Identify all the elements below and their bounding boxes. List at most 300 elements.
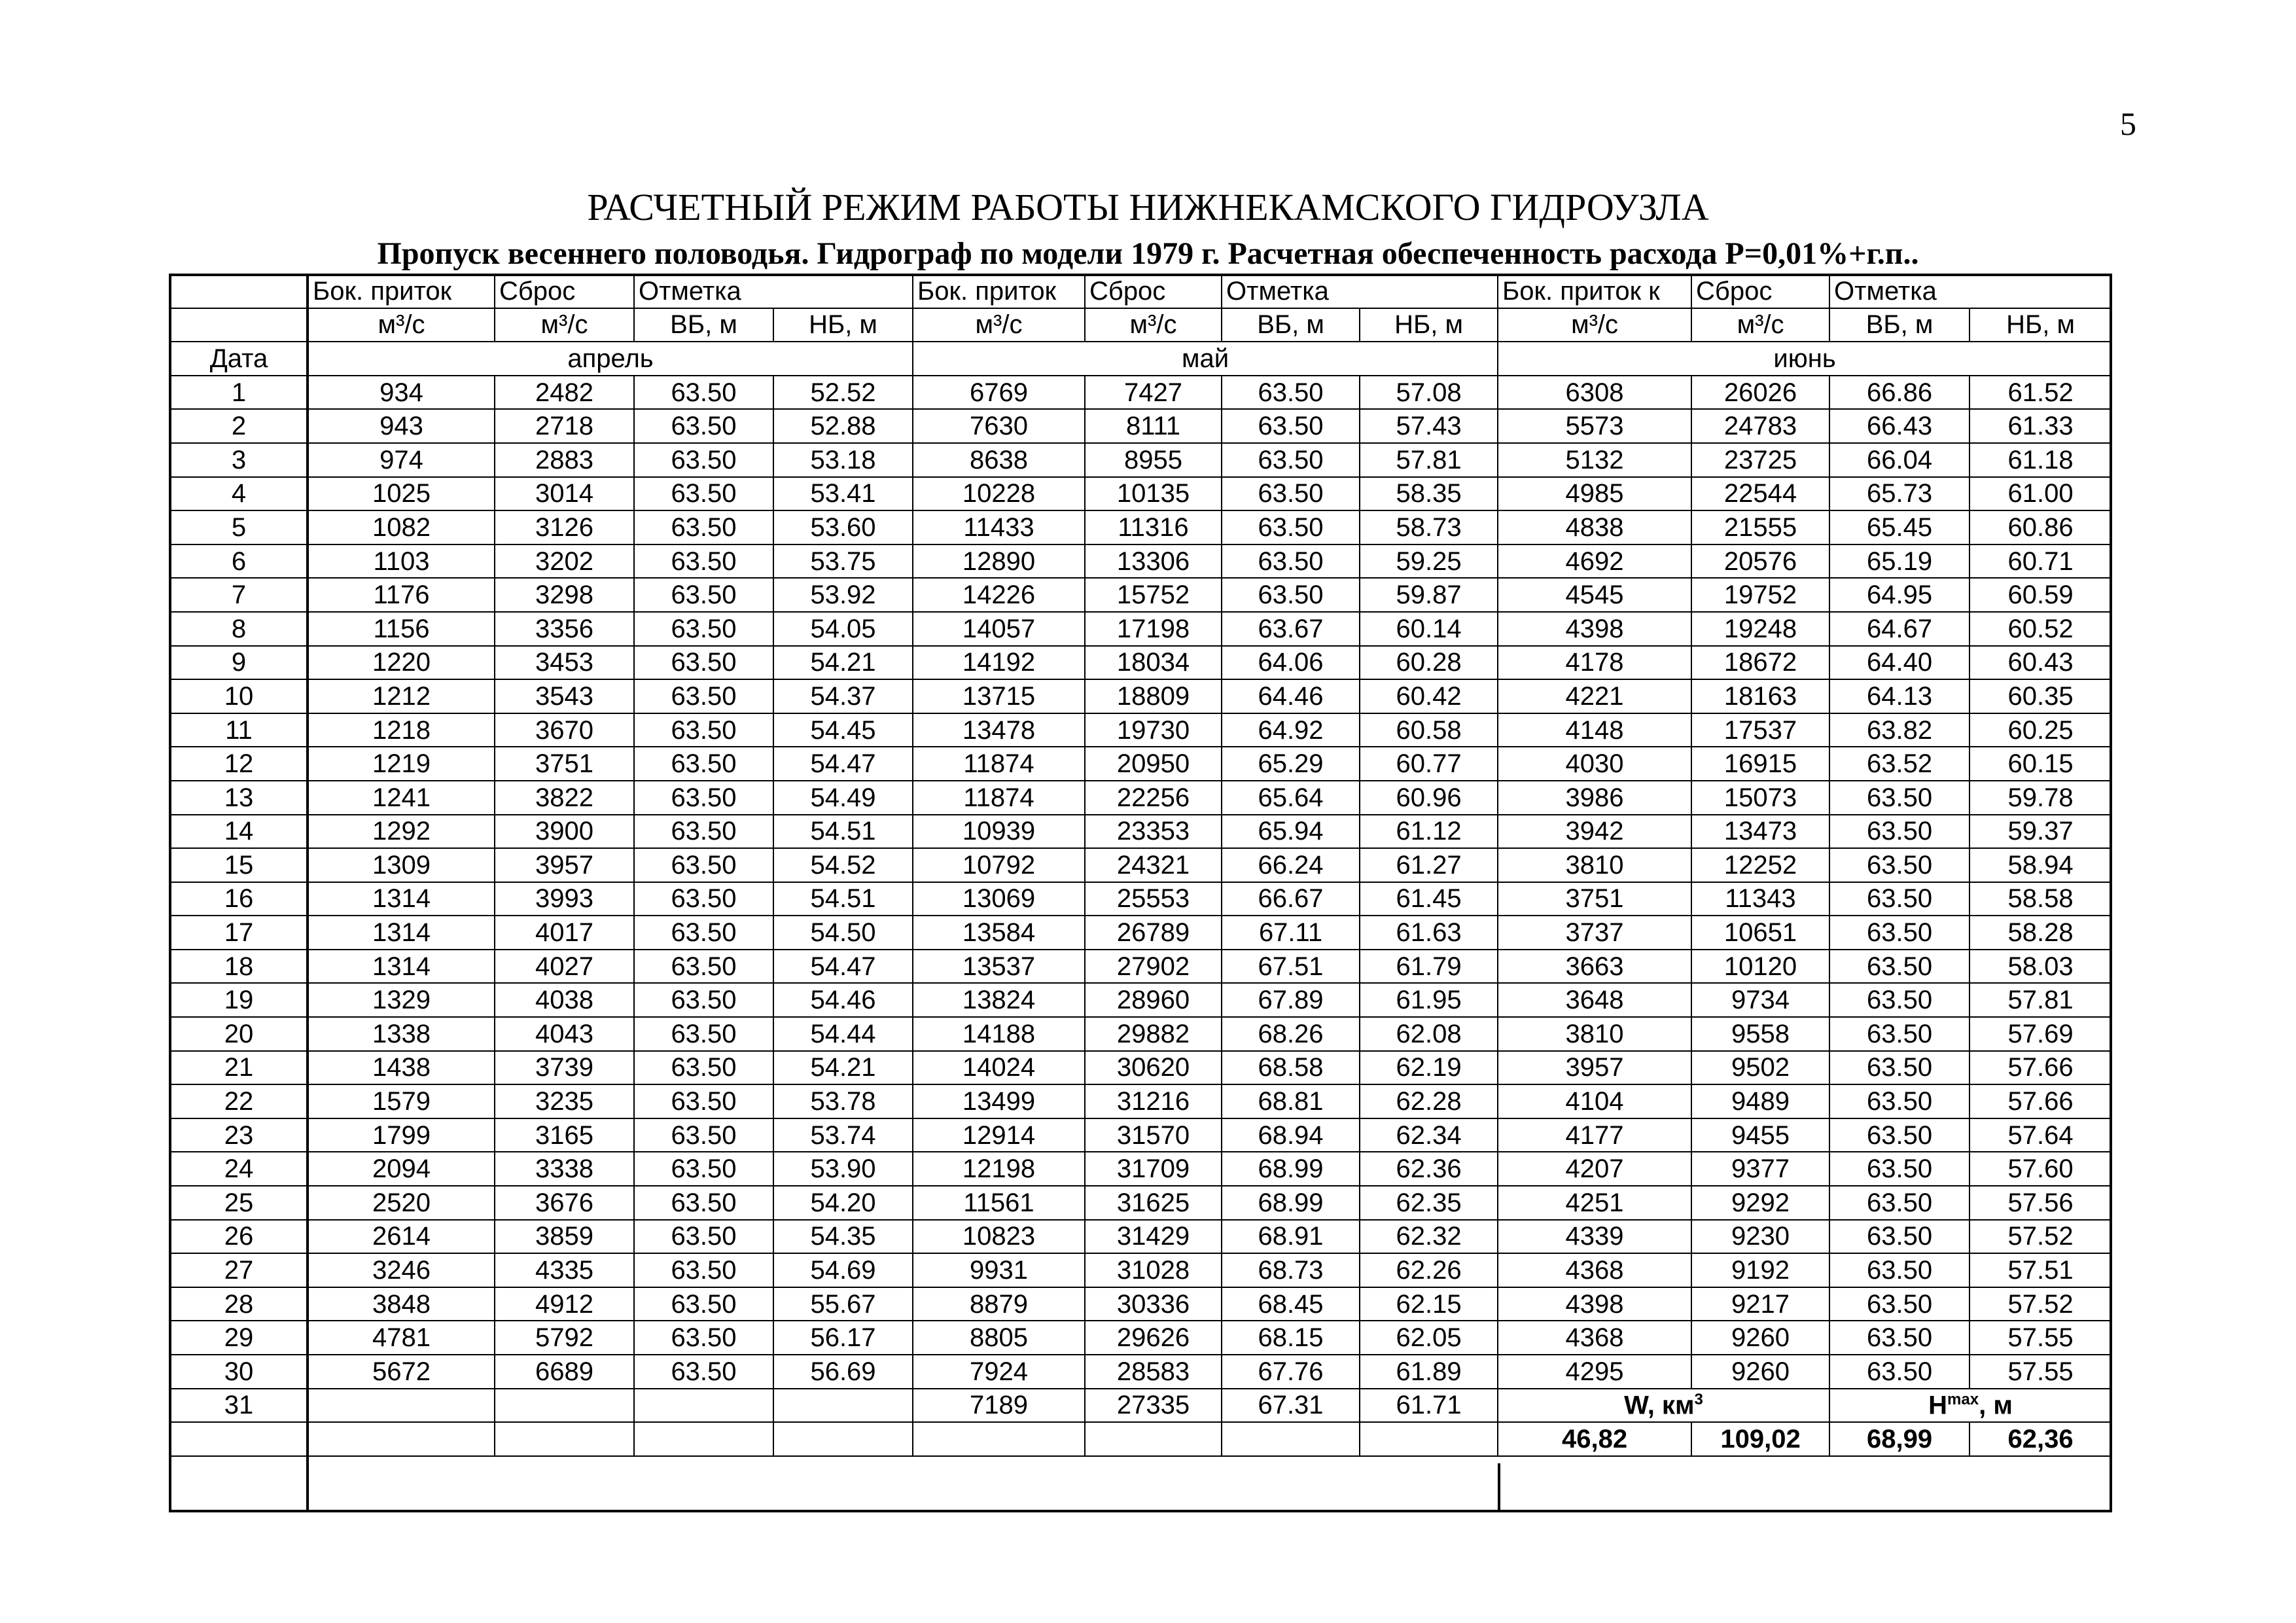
total-h-nb: 62,36 [1969,1422,2111,1456]
data-cell: 62.05 [1360,1321,1498,1355]
data-cell: 27902 [1085,950,1222,984]
data-cell: 63.50 [1829,950,1969,984]
data-cell: 60.71 [1969,544,2111,579]
day-cell: 11 [169,713,308,747]
data-cell: 54.37 [773,679,913,713]
data-cell: 54.47 [773,950,913,984]
table-row [169,882,2111,916]
data-cell: 62.34 [1360,1118,1498,1152]
data-cell: 63.50 [634,510,773,544]
day-cell: 29 [169,1321,308,1355]
data-cell: 63.50 [1222,544,1360,579]
data-cell: 68.91 [1222,1220,1360,1254]
table-row [169,815,2111,849]
group-label: Бок. приток [913,274,1085,308]
data-cell: 63.50 [1829,1253,1969,1287]
data-cell: 2482 [495,376,634,410]
data-cell: 3993 [495,882,634,916]
data-cell: 57.81 [1360,443,1498,477]
data-cell: 63.50 [634,1084,773,1118]
data-cell: 63.50 [1222,409,1360,443]
data-cell: 67.11 [1222,916,1360,950]
data-cell: 4207 [1498,1152,1691,1186]
data-cell: 65.29 [1222,747,1360,781]
data-cell: 10939 [913,815,1085,849]
unit-label: НБ, м [1360,308,1498,342]
data-cell: 62.19 [1360,1051,1498,1085]
data-cell: 31028 [1085,1253,1222,1287]
data-cell: 66.67 [1222,882,1360,916]
data-cell: 63.50 [634,1186,773,1220]
data-cell: 54.47 [773,747,913,781]
table-row [169,1118,2111,1152]
table-row [169,376,2111,410]
data-cell: 6308 [1498,376,1691,410]
data-cell: 1241 [308,781,495,815]
data-cell: 1082 [308,510,495,544]
data-cell: 12914 [913,1118,1085,1152]
month-label-may: май [913,342,1498,376]
data-cell: 59.78 [1969,781,2111,815]
data-cell: 15073 [1691,781,1829,815]
data-cell: 1212 [308,679,495,713]
data-cell: 9260 [1691,1321,1829,1355]
table-row [169,646,2111,680]
data-cell: 10135 [1085,477,1222,511]
data-cell: 66.86 [1829,376,1969,410]
data-cell: 1176 [308,578,495,612]
data-cell: 57.52 [1969,1287,2111,1321]
data-cell: 63.50 [1222,477,1360,511]
data-cell: 54.44 [773,1017,913,1051]
data-cell [495,1389,634,1423]
empty-cell [308,1422,495,1456]
data-cell: 61.52 [1969,376,2111,410]
table-row [169,477,2111,511]
data-cell: 60.42 [1360,679,1498,713]
group-label: Сброс [1085,274,1222,308]
data-cell: 5132 [1498,443,1691,477]
hmax-label: $H^{max}$, м [1829,1389,2111,1423]
data-cell: 30620 [1085,1051,1222,1085]
data-cell: 8638 [913,443,1085,477]
data-cell: 63.67 [1222,612,1360,646]
data-cell: 26026 [1691,376,1829,410]
table-row-31 [169,1389,2111,1423]
data-cell: 61.00 [1969,477,2111,511]
data-cell: 59.25 [1360,544,1498,579]
day-cell: 14 [169,815,308,849]
data-cell: 20576 [1691,544,1829,579]
data-cell: 63.50 [634,815,773,849]
table-row [169,848,2111,882]
empty-cell [495,1422,634,1456]
data-cell: 3810 [1498,1017,1691,1051]
data-cell: 63.50 [634,578,773,612]
data-cell: 63.50 [634,848,773,882]
unit-label: м³/с [308,308,495,342]
data-cell: 3298 [495,578,634,612]
data-cell: 10120 [1691,950,1829,984]
data-cell: 3751 [1498,882,1691,916]
empty-cell [1222,1422,1360,1456]
data-cell: 68.99 [1222,1186,1360,1220]
date-label: Дата [169,342,308,376]
data-cell: 68.94 [1222,1118,1360,1152]
data-cell: 58.03 [1969,950,2111,984]
data-cell: 31216 [1085,1084,1222,1118]
data-cell: 4027 [495,950,634,984]
data-cell: 3751 [495,747,634,781]
data-cell: 54.69 [773,1253,913,1287]
unit-label: м³/с [913,308,1085,342]
empty-cell [634,1422,773,1456]
data-cell: 4104 [1498,1084,1691,1118]
data-cell: 7630 [913,409,1085,443]
w-label: W, $км^3$ [1498,1389,1829,1423]
data-cell: 11343 [1691,882,1829,916]
data-cell: 8111 [1085,409,1222,443]
data-cell: 63.50 [634,1321,773,1355]
data-cell: 57.66 [1969,1051,2111,1085]
empty-cell [1360,1422,1498,1456]
table-row [169,1355,2111,1389]
data-cell: 60.28 [1360,646,1498,680]
data-cell: 58.28 [1969,916,2111,950]
data-cell: 11316 [1085,510,1222,544]
data-cell: 31429 [1085,1220,1222,1254]
data-cell: 4781 [308,1321,495,1355]
data-cell: 53.75 [773,544,913,579]
table-row [169,578,2111,612]
day-cell: 30 [169,1355,308,1389]
data-cell: 13499 [913,1084,1085,1118]
data-cell: 63.50 [1222,443,1360,477]
data-cell: 9217 [1691,1287,1829,1321]
data-cell: 63.50 [634,612,773,646]
data-cell: 22256 [1085,781,1222,815]
table-row [169,409,2111,443]
data-cell: 54.52 [773,848,913,882]
day-cell: 3 [169,443,308,477]
data-cell: 14226 [913,578,1085,612]
data-cell: 7427 [1085,376,1222,410]
table-row [169,443,2111,477]
data-cell: 974 [308,443,495,477]
data-cell: 58.58 [1969,882,2111,916]
data-cell: 67.31 [1222,1389,1360,1423]
data-cell: 13478 [913,713,1085,747]
data-cell: 63.50 [634,1253,773,1287]
day-cell: 22 [169,1084,308,1118]
total-h-vb: 68,99 [1829,1422,1969,1456]
data-cell: 3986 [1498,781,1691,815]
data-cell: 57.56 [1969,1186,2111,1220]
data-cell: 1220 [308,646,495,680]
data-cell: 53.90 [773,1152,913,1186]
data-cell: 63.50 [1829,1118,1969,1152]
data-cell: 68.99 [1222,1152,1360,1186]
data-cell: 3165 [495,1118,634,1152]
data-cell: 3338 [495,1152,634,1186]
data-cell: 64.92 [1222,713,1360,747]
month-label-april: апрель [308,342,913,376]
data-cell: 4398 [1498,612,1691,646]
data-cell: 2718 [495,409,634,443]
data-cell: 63.50 [634,1355,773,1389]
data-cell: 3957 [1498,1051,1691,1085]
data-cell: 3822 [495,781,634,815]
empty-cell [773,1422,913,1456]
data-cell: 54.05 [773,612,913,646]
data-cell: 14192 [913,646,1085,680]
data-cell: 57.55 [1969,1355,2111,1389]
data-cell: 63.50 [1829,1355,1969,1389]
group-label: Сброс [1691,274,1829,308]
data-cell: 67.51 [1222,950,1360,984]
data-cell: 59.37 [1969,815,2111,849]
data-cell: 64.46 [1222,679,1360,713]
day-cell: 6 [169,544,308,579]
data-cell: 21555 [1691,510,1829,544]
day-cell: 18 [169,950,308,984]
data-cell: 4398 [1498,1287,1691,1321]
data-cell: 61.95 [1360,983,1498,1017]
data-cell: 63.50 [1829,848,1969,882]
data-cell: 63.50 [1829,882,1969,916]
data-cell: 3670 [495,713,634,747]
data-cell: 58.94 [1969,848,2111,882]
data-cell: 11433 [913,510,1085,544]
data-cell: 63.52 [1829,747,1969,781]
day-cell: 5 [169,510,308,544]
day-cell: 28 [169,1287,308,1321]
table-row [169,747,2111,781]
table-row [169,1084,2111,1118]
data-cell: 64.06 [1222,646,1360,680]
data-cell: 63.50 [1829,1220,1969,1254]
data-cell: 63.50 [1829,1017,1969,1051]
data-cell: 63.50 [1222,578,1360,612]
data-cell: 54.51 [773,882,913,916]
data-cell: 8805 [913,1321,1085,1355]
data-cell: 3235 [495,1084,634,1118]
data-cell: 6769 [913,376,1085,410]
data-cell: 62.36 [1360,1152,1498,1186]
data-cell: 54.35 [773,1220,913,1254]
unit-label: м³/с [495,308,634,342]
data-cell: 67.76 [1222,1355,1360,1389]
data-cell: 11874 [913,747,1085,781]
data-cell: 57.64 [1969,1118,2111,1152]
data-cell: 2094 [308,1152,495,1186]
group-header-row [169,274,2111,308]
data-cell: 12890 [913,544,1085,579]
document-title: РАСЧЕТНЫЙ РЕЖИМ РАБОТЫ НИЖНЕКАМСКОГО ГИДРОУЗЛА [587,186,1709,228]
data-cell: 4368 [1498,1253,1691,1287]
data-cell: 4030 [1498,747,1691,781]
data-cell: 61.27 [1360,848,1498,882]
data-cell: 30336 [1085,1287,1222,1321]
data-cell: 60.35 [1969,679,2111,713]
data-cell: 29882 [1085,1017,1222,1051]
data-cell: 4368 [1498,1321,1691,1355]
day-cell: 16 [169,882,308,916]
data-cell: 934 [308,376,495,410]
data-cell: 54.50 [773,916,913,950]
empty-cell [1085,1422,1222,1456]
data-cell: 4295 [1498,1355,1691,1389]
data-cell: 31625 [1085,1186,1222,1220]
document-subtitle: Пропуск весеннего половодья. Гидрограф по модели 1979 г. Расчетная обеспеченность расхода P=0,01%+г.п.. [377,236,1919,271]
data-cell: 60.86 [1969,510,2111,544]
data-cell: 64.13 [1829,679,1969,713]
data-cell: 63.50 [634,713,773,747]
data-cell: 22544 [1691,477,1829,511]
data-cell: 63.50 [634,950,773,984]
data-cell: 3356 [495,612,634,646]
data-cell: 61.71 [1360,1389,1498,1423]
table-row [169,1253,2111,1287]
data-cell: 61.18 [1969,443,2111,477]
data-cell: 68.45 [1222,1287,1360,1321]
data-cell: 18809 [1085,679,1222,713]
data-cell: 14188 [913,1017,1085,1051]
data-cell: 63.50 [634,1051,773,1085]
table-row [169,950,2111,984]
data-cell: 57.66 [1969,1084,2111,1118]
data-cell: 31570 [1085,1118,1222,1152]
data-cell: 1103 [308,544,495,579]
data-cell: 3900 [495,815,634,849]
data-cell [634,1389,773,1423]
data-cell: 4545 [1498,578,1691,612]
day-cell: 12 [169,747,308,781]
total-w2: 109,02 [1691,1422,1829,1456]
data-cell: 10792 [913,848,1085,882]
data-cell: 4985 [1498,477,1691,511]
data-cell: 9377 [1691,1152,1829,1186]
data-cell: 68.58 [1222,1051,1360,1085]
day-cell: 13 [169,781,308,815]
corner-cell [169,308,308,342]
data-cell: 63.50 [1222,510,1360,544]
data-cell: 4221 [1498,679,1691,713]
data-cell: 9260 [1691,1355,1829,1389]
table-row [169,612,2111,646]
data-cell: 62.32 [1360,1220,1498,1254]
data-cell: 1025 [308,477,495,511]
data-cell: 60.58 [1360,713,1498,747]
data-cell: 57.60 [1969,1152,2111,1186]
data-cell: 63.50 [634,983,773,1017]
data-cell: 63.50 [1829,781,1969,815]
data-cell: 3648 [1498,983,1691,1017]
day-cell: 7 [169,578,308,612]
data-cell: 5792 [495,1321,634,1355]
data-cell: 15752 [1085,578,1222,612]
data-cell: 4339 [1498,1220,1691,1254]
data-cell: 61.63 [1360,916,1498,950]
data-cell: 61.45 [1360,882,1498,916]
data-cell: 5573 [1498,409,1691,443]
data-cell: 57.43 [1360,409,1498,443]
group-label: Сброс [495,274,634,308]
data-cell: 13824 [913,983,1085,1017]
empty-cell [169,1422,308,1456]
table-row [169,510,2111,544]
data-cell: 54.21 [773,1051,913,1085]
data-cell: 60.52 [1969,612,2111,646]
group-label: Отметка [634,274,913,308]
data-cell: 63.50 [634,477,773,511]
table-row [169,1017,2111,1051]
data-cell: 3014 [495,477,634,511]
data-cell: 11561 [913,1186,1085,1220]
unit-header-row [169,308,2111,342]
data-cell: 943 [308,409,495,443]
data-cell: 3957 [495,848,634,882]
data-cell: 63.50 [634,1220,773,1254]
data-cell: 13537 [913,950,1085,984]
data-cell: 2614 [308,1220,495,1254]
data-cell: 66.43 [1829,409,1969,443]
data-cell: 17537 [1691,713,1829,747]
data-cell: 4148 [1498,713,1691,747]
data-cell: 60.96 [1360,781,1498,815]
data-cell: 68.15 [1222,1321,1360,1355]
data-cell: 3543 [495,679,634,713]
table-row [169,1152,2111,1186]
data-cell: 9455 [1691,1118,1829,1152]
unit-label: ВБ, м [1829,308,1969,342]
data-cell: 3942 [1498,815,1691,849]
data-cell: 3737 [1498,916,1691,950]
data-cell: 61.79 [1360,950,1498,984]
data-cell: 63.50 [634,443,773,477]
data-cell: 28583 [1085,1355,1222,1389]
data-cell: 1338 [308,1017,495,1051]
data-cell: 64.67 [1829,612,1969,646]
data-cell: 63.50 [634,882,773,916]
unit-label: НБ, м [1969,308,2111,342]
day-cell: 21 [169,1051,308,1085]
data-cell: 23353 [1085,815,1222,849]
data-cell: 13715 [913,679,1085,713]
data-cell: 24321 [1085,848,1222,882]
data-cell: 25553 [1085,882,1222,916]
data-cell: 63.50 [634,1118,773,1152]
data-cell: 63.50 [1829,815,1969,849]
data-cell: 11874 [913,781,1085,815]
data-cell: 27335 [1085,1389,1222,1423]
data-cell: 54.46 [773,983,913,1017]
data-cell: 1218 [308,713,495,747]
data-cell: 9489 [1691,1084,1829,1118]
day-cell: 17 [169,916,308,950]
data-cell: 63.50 [634,679,773,713]
data-cell: 56.17 [773,1321,913,1355]
data-cell: 61.33 [1969,409,2111,443]
data-cell: 3126 [495,510,634,544]
data-cell: 68.81 [1222,1084,1360,1118]
data-cell: 9502 [1691,1051,1829,1085]
data-cell: 19752 [1691,578,1829,612]
data-cell: 53.60 [773,510,913,544]
data-cell: 2520 [308,1186,495,1220]
data-cell: 9931 [913,1253,1085,1287]
regime-table [169,274,2112,1457]
